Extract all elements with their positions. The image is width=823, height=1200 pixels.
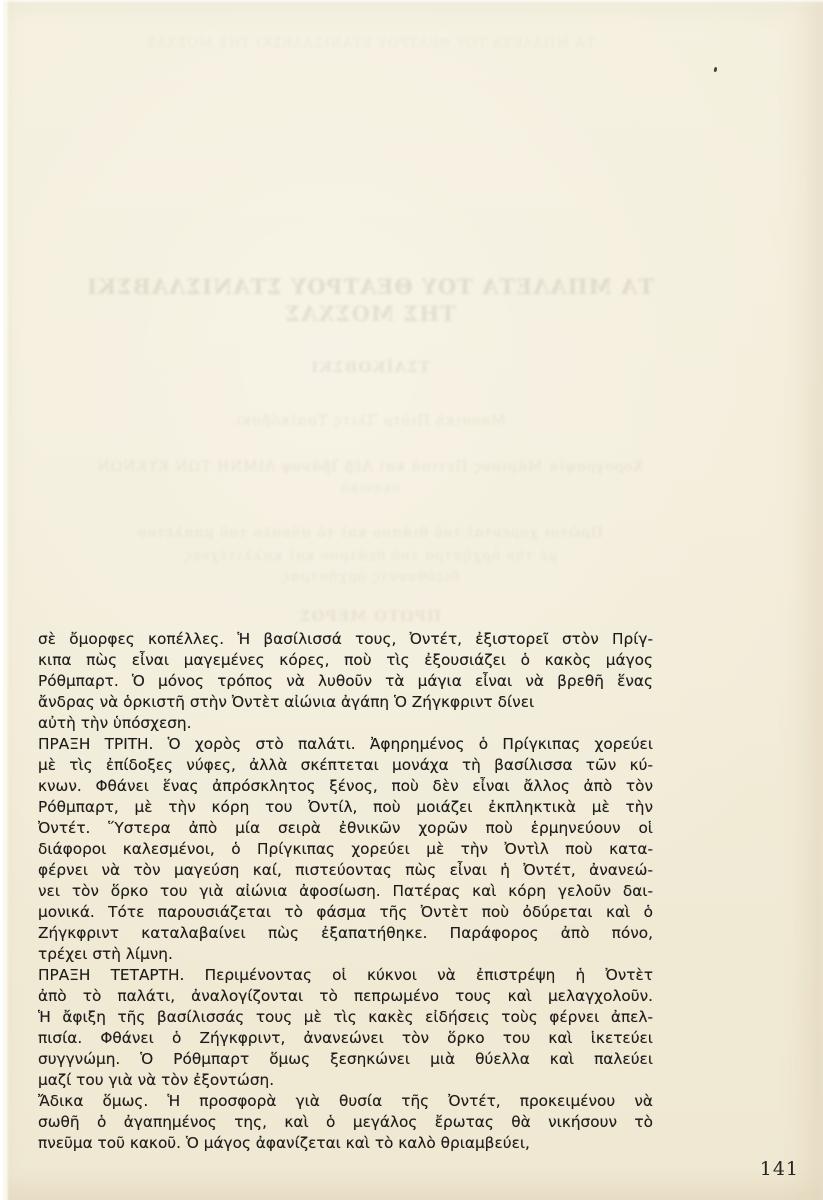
text-line: πνεῦμα τοῦ κακοῦ. Ὁ μάγος ἀφανίζεται καὶ τὸ καλὸ θριαμβεύει, [38, 1134, 530, 1152]
bleedthrough-line: Χορογραφία Μάριους Πετιπὰ καὶ Λὲβ Ἰβάνοφ ΛΙΜΝΗ ΤΩΝ ΚΥΚΝΩΝ [96, 459, 644, 475]
text-line: τρέχει στὴ λίμνη. [38, 945, 173, 963]
bleedthrough-line: σκηνικὰ [339, 481, 401, 496]
bleedthrough-line: Μουσικὴ Πιὸτρ Ἴλιτς Τσαϊκόβσκι [234, 413, 506, 429]
text-line: μαζί του γιὰ νὰ τὸν ἐξοντώση. [38, 1071, 275, 1089]
text-line: Ἄδικα ὅμως. Ἡ προσφορὰ γιὰ θυσία τῆς Ὀντέτ, προκειμένου νὰ [38, 1092, 653, 1110]
bleedthrough-line: ΤΗΣ ΜΟΣΧΑΣ [284, 301, 456, 326]
text-line: ΠΡΑΞΗ ΤΡΙΤΗ. Ὁ χορὸς στὸ παλάτι. Ἀφηρημένος ὁ Πρίγκιπας χορεύει [38, 735, 653, 753]
text-block [38, 629, 653, 1154]
text-line: διάφοροι καλεσμένοι, ὁ Πρίγκιπας χορεύει μὲ τὴν Ὀντὶλ ποὺ κατα- [38, 840, 653, 858]
text-line: ἄνδρας νὰ ὁρκιστῆ στὴν Ὀντὲτ αἰώνια ἀγάπη Ὁ Ζήγκφριντ δίνει [38, 693, 535, 711]
text-line: ΠΡΑΞΗ ΤΕΤΑΡΤΗ. Περιμένοντας οἱ κύκνοι νὰ ἐπιστρέψη ἡ Ὀντὲτ [38, 966, 653, 984]
text-line: φέρνει νὰ τὸν μαγεύση καί, πιστεύοντας πὼς εἶναι ἡ Ὀντέτ, ἀνανεώ- [38, 861, 653, 879]
paper-speck [713, 67, 717, 73]
text-line: σὲ ὄμορφες κοπέλλες. Ἡ βασίλισσά τους, Ὀντέτ, ἐξιστορεῖ στὸν Πρίγ- [38, 630, 653, 648]
paragraph [38, 629, 653, 734]
text-line: σωθῆ ὁ ἀγαπημένος της, καὶ ὁ μεγάλος ἔρωτας θὰ νικήσουν τὸ [38, 1113, 653, 1131]
bleedthrough-line: ΤΣΑΪΚΟΒΣΚΙ [310, 358, 430, 376]
text-line: Ρόθμπαρτ. Ὁ μόνος τρόπος νὰ λυθοῦν τὰ μάγια εἶναι νὰ βρεθῆ ἕνας [38, 672, 653, 690]
text-line: Ζήγκφριντ καταλαβαίνει πὼς ἐξαπατήθηκε. Παράφορος ἀπὸ πόνο, [38, 924, 653, 942]
text-line: αὐτὴ τὴν ὑπόσχεση. [38, 714, 192, 732]
text-line: Ἡ ἄφιξη τῆς βασίλισσάς τους μὲ τὶς κακὲς εἰδήσεις τοὺς φέρνει ἀπελ- [38, 1008, 653, 1026]
text-line: κιπα πὼς εἶναι μαγεμένες κόρες, ποὺ τὶς ἐξουσιάζει ὁ κακὸς μάγος [38, 651, 653, 669]
paragraph [38, 734, 653, 965]
text-line: ἀπὸ τὸ παλάτι, ἀναλογίζονται τὸ πεπρωμένο τους καὶ μελαγχολοῦν. [38, 987, 653, 1005]
text-line: Ὀντέτ. Ὕστερα ἀπὸ μία σειρὰ ἐθνικῶν χορῶν ποὺ ἑρμηνεύουν οἱ [38, 819, 653, 837]
bleedthrough-line: Πρῶτοι χορευταὶ τοῦ θιάσου καὶ τὸ σύνολο τοῦ μπαλέτου [137, 525, 603, 541]
text-line: Ρόθμπαρτ, μὲ τὴν κόρη του Ὀντίλ, ποὺ μοιάζει ἐκπληκτικὰ μὲ τὴν [38, 798, 653, 816]
paragraph [38, 1091, 653, 1154]
bleedthrough-line: μὲ τὴν ὀρχήστρα τοῦ θεάτρου καὶ καλλιτέχνες [182, 548, 558, 564]
page-number: 141 [759, 1158, 799, 1180]
text-line: κνων. Φθάνει ἕνας ἀπρόσκλητος ξένος, ποὺ δὲν εἶναι ἄλλος ἀπὸ τὸν [38, 777, 653, 795]
text-line: συγγνώμη. Ὁ Ρόθμπαρτ ὅμως ξεσηκώνει μιὰ θύελλα καὶ παλεύει [38, 1050, 653, 1068]
bleedthrough-line: ΤΑ ΜΠΑΛΕΤΑ ΤΟΥ ΘΕΑΤΡΟΥ ΣΤΑΝΙΣΛΑΒΣΚΙ ΤΗΣ ΜΟΣΧΑΣ [145, 36, 595, 51]
text-line: πισία. Φθάνει ὁ Ζήγκφριντ, ἀνανεώνει τὸν ὅρκο του καὶ ἱκετεύει [38, 1029, 653, 1047]
text-line: νει τὸν ὅρκο του γιὰ αἰώνια ἀφοσίωση. Πατέρας καὶ κόρη γελοῦν δαι- [38, 882, 653, 900]
text-line: μονικά. Τότε παρουσιάζεται τὸ φάσμα τῆς Ὀντὲτ ποὺ ὀδύρεται καὶ ὁ [38, 903, 653, 921]
bleedthrough-line: ΤΑ ΜΠΑΛΕΤΑ ΤΟΥ ΘΕΑΤΡΟΥ ΣΤΑΝΙΣΛΑΒΣΚΙ [86, 274, 654, 299]
text-line: μὲ τὶς ἐπίδοξες νύφες, ἀλλὰ σκέπτεται μονάχα τὴ βασίλισσα τῶν κύ- [38, 756, 653, 774]
bleedthrough-line: ΠΡΩΤΟ ΜΕΡΟΣ [298, 607, 442, 625]
paragraph [38, 965, 653, 1091]
bleedthrough-line: διεύθυνσις ὀρχήστρας [280, 569, 460, 585]
scan-edge-left [0, 0, 9, 1200]
